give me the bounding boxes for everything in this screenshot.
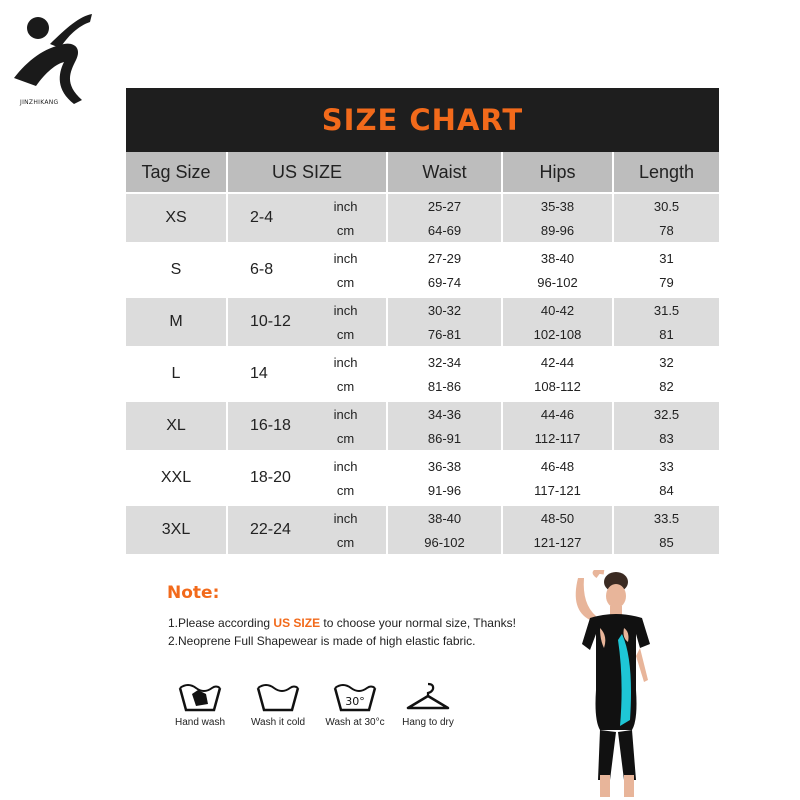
unit-cell: inch: [305, 296, 387, 322]
us-size-cell: 16-18: [227, 400, 305, 452]
tag-size-cell: M: [126, 296, 227, 348]
unit-cell: inch: [305, 193, 387, 218]
tag-size-cell: XL: [126, 400, 227, 452]
wash-cold-icon: [254, 680, 302, 714]
care-hang-dry: [393, 680, 463, 728]
unit-cell: inch: [305, 400, 387, 426]
hips-cell: 108-112: [502, 374, 613, 400]
note-section: [167, 583, 219, 603]
us-size-cell: 18-20: [227, 452, 305, 504]
note-highlight: US SIZE: [273, 616, 321, 630]
table-row: [126, 400, 719, 426]
length-cell: 82: [613, 374, 719, 400]
hips-cell: 117-121: [502, 478, 613, 504]
waist-cell: 81-86: [387, 374, 502, 400]
hips-cell: 89-96: [502, 218, 613, 244]
hanger-icon: [404, 680, 452, 714]
note-title: Note:: [167, 583, 220, 603]
length-cell: 31: [613, 244, 719, 270]
chart-banner: [126, 88, 719, 152]
unit-cell: inch: [305, 504, 387, 530]
length-cell: 85: [613, 530, 719, 556]
hips-cell: 42-44: [502, 348, 613, 374]
length-cell: 32.5: [613, 400, 719, 426]
table-header-row: [126, 152, 719, 193]
us-size-cell: 22-24: [227, 504, 305, 556]
waist-cell: 86-91: [387, 426, 502, 452]
hips-cell: 38-40: [502, 244, 613, 270]
hips-cell: 96-102: [502, 270, 613, 296]
us-size-cell: 10-12: [227, 296, 305, 348]
hand-wash-icon: [176, 680, 224, 714]
chart-title: SIZE CHART: [321, 103, 524, 137]
unit-cell: cm: [305, 322, 387, 348]
care-wash-cold: [243, 680, 313, 728]
tag-size-cell: XXL: [126, 452, 227, 504]
wash-30-icon: [331, 680, 379, 714]
note-line-1-post: to choose your normal size, Thanks!: [320, 616, 516, 630]
unit-cell: cm: [305, 270, 387, 296]
length-cell: 31.5: [613, 296, 719, 322]
size-table: [126, 152, 719, 558]
table-row: [126, 244, 719, 270]
hips-cell: 35-38: [502, 193, 613, 218]
hips-cell: 40-42: [502, 296, 613, 322]
waist-cell: 27-29: [387, 244, 502, 270]
waist-cell: 25-27: [387, 193, 502, 218]
table-row: [126, 296, 719, 322]
waist-cell: 36-38: [387, 452, 502, 478]
length-cell: 84: [613, 478, 719, 504]
header-us-size: US SIZE: [227, 152, 387, 193]
waist-cell: 34-36: [387, 400, 502, 426]
hips-cell: 102-108: [502, 322, 613, 348]
header-waist: Waist: [387, 152, 502, 193]
us-size-cell: 14: [227, 348, 305, 400]
waist-cell: 91-96: [387, 478, 502, 504]
care-label: Wash it cold: [250, 717, 306, 728]
unit-cell: cm: [305, 426, 387, 452]
length-cell: 79: [613, 270, 719, 296]
length-cell: 32: [613, 348, 719, 374]
waist-cell: 69-74: [387, 270, 502, 296]
tag-size-cell: L: [126, 348, 227, 400]
hips-cell: 121-127: [502, 530, 613, 556]
hips-cell: 46-48: [502, 452, 613, 478]
care-label: Hang to dry: [402, 717, 454, 728]
length-cell: 33: [613, 452, 719, 478]
us-size-cell: 2-4: [227, 193, 305, 244]
waist-cell: 30-32: [387, 296, 502, 322]
unit-cell: cm: [305, 478, 387, 504]
note-line-2: 2.Neoprene Full Shapewear is made of high elastic fabric.: [168, 634, 476, 648]
table-row: [126, 348, 719, 374]
table-row: [126, 504, 719, 530]
unit-cell: inch: [305, 244, 387, 270]
wash-temperature: 30°: [345, 695, 365, 708]
length-cell: 33.5: [613, 504, 719, 530]
brand-name: JINZHIKANG: [20, 99, 59, 106]
header-tag-size: Tag Size: [126, 152, 227, 193]
care-label: Wash at 30°c: [325, 717, 385, 728]
note-line-1: [168, 616, 516, 630]
note-line-1-pre: 1.Please according: [168, 616, 274, 630]
table-row: [126, 193, 719, 218]
waist-cell: 32-34: [387, 348, 502, 374]
tag-size-cell: S: [126, 244, 227, 296]
header-hips: Hips: [502, 152, 613, 193]
hips-cell: 48-50: [502, 504, 613, 530]
care-label: Hand wash: [174, 717, 226, 728]
unit-cell: inch: [305, 452, 387, 478]
waist-cell: 38-40: [387, 504, 502, 530]
hips-cell: 112-117: [502, 426, 613, 452]
unit-cell: cm: [305, 374, 387, 400]
size-chart: [126, 88, 719, 558]
us-size-cell: 6-8: [227, 244, 305, 296]
hips-cell: 44-46: [502, 400, 613, 426]
care-hand-wash: [165, 680, 235, 728]
length-cell: 81: [613, 322, 719, 348]
length-cell: 83: [613, 426, 719, 452]
table-row: [126, 452, 719, 478]
unit-cell: inch: [305, 348, 387, 374]
header-length: Length: [613, 152, 719, 193]
tag-size-cell: 3XL: [126, 504, 227, 556]
waist-cell: 64-69: [387, 218, 502, 244]
length-cell: 78: [613, 218, 719, 244]
length-cell: 30.5: [613, 193, 719, 218]
unit-cell: cm: [305, 218, 387, 244]
tag-size-cell: XS: [126, 193, 227, 244]
care-wash-30: [320, 680, 390, 728]
product-model-image: [560, 570, 680, 800]
unit-cell: cm: [305, 530, 387, 556]
waist-cell: 96-102: [387, 530, 502, 556]
waist-cell: 76-81: [387, 322, 502, 348]
